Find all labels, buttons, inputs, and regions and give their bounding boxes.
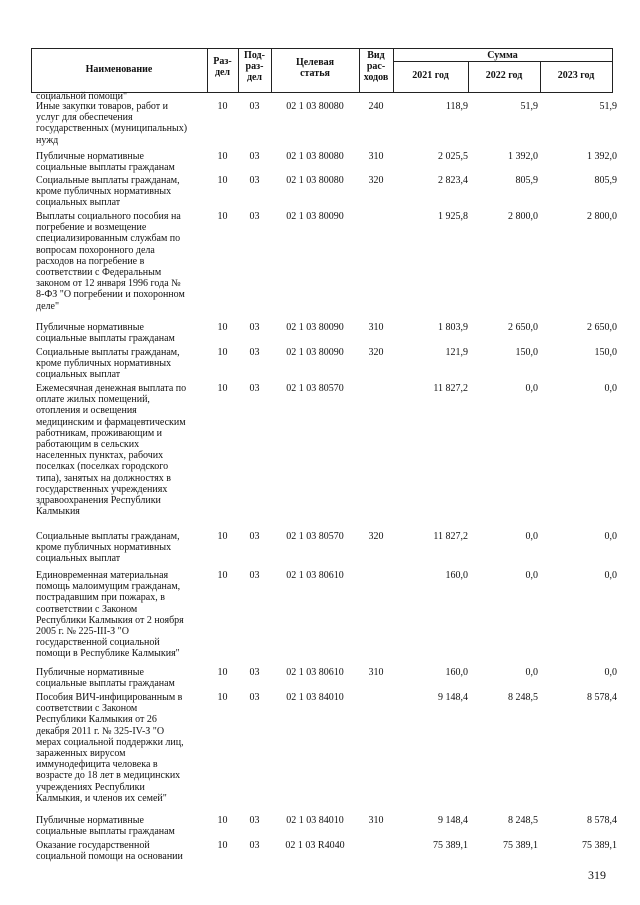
row-vid: 240 [368, 101, 384, 112]
row-razdel: 10 [217, 531, 228, 542]
row-2023: 75 389,1 [582, 840, 617, 851]
row-name: Социальные выплаты гражданам, кроме публичных нормативных социальных выплат [36, 175, 180, 209]
row-2022: 805,9 [515, 175, 538, 186]
row-2023: 0,0 [604, 667, 617, 678]
row-vid: 320 [368, 531, 384, 542]
row-target: 02 1 03 R4040 [285, 840, 345, 851]
row-razdel: 10 [217, 667, 228, 678]
row-vid: 310 [368, 667, 384, 678]
row-name: Социальные выплаты гражданам, кроме публичных нормативных социальных выплат [36, 347, 180, 381]
row-2023: 150,0 [594, 347, 617, 358]
row-2022: 8 248,5 [508, 692, 538, 703]
row-podrazdel: 03 [249, 692, 260, 703]
row-vid: 320 [368, 347, 384, 358]
header-razdel: Раз- дел [213, 56, 232, 78]
row-razdel: 10 [217, 211, 228, 222]
row-razdel: 10 [217, 151, 228, 162]
row-2021: 1 925,8 [438, 211, 468, 222]
row-2021: 2 025,5 [438, 151, 468, 162]
row-razdel: 10 [217, 101, 228, 112]
row-vid: 310 [368, 815, 384, 826]
row-2022: 150,0 [515, 347, 538, 358]
header-2022: 2022 год [485, 70, 523, 81]
sum-divider [393, 61, 612, 62]
row-2022: 8 248,5 [508, 815, 538, 826]
row-name: Социальные выплаты гражданам, кроме публичных нормативных социальных выплат [36, 531, 180, 565]
header-2021: 2021 год [412, 70, 449, 81]
row-razdel: 10 [217, 175, 228, 186]
row-2021: 160,0 [445, 570, 468, 581]
row-2022: 0,0 [525, 667, 538, 678]
row-podrazdel: 03 [249, 531, 260, 542]
row-podrazdel: 03 [249, 667, 260, 678]
row-razdel: 10 [217, 570, 228, 581]
row-podrazdel: 03 [249, 322, 260, 333]
row-podrazdel: 03 [249, 175, 260, 186]
row-2021: 9 148,4 [438, 815, 468, 826]
row-2021: 1 803,9 [438, 322, 468, 333]
row-podrazdel: 03 [249, 840, 260, 851]
row-razdel: 10 [217, 840, 228, 851]
row-podrazdel: 03 [249, 101, 260, 112]
row-2023: 1 392,0 [587, 151, 617, 162]
row-2022: 0,0 [525, 570, 538, 581]
row-2023: 805,9 [594, 175, 617, 186]
row-name: Пособия ВИЧ-инфицированным в соответствии с Законом Республики Калмыкия от 26 декабря 2011 г. № 325-IV-З "О мерах социальной поддержки лиц, зараженных вирусом иммунодефицита человека в возрасте до 18 лет в медицинских учреждениях Республики Калмыкия, и членов их семей" [36, 692, 184, 804]
row-target: 02 1 03 80090 [286, 211, 344, 222]
row-2022: 2 800,0 [508, 211, 538, 222]
row-2021: 11 827,2 [433, 383, 468, 394]
row-name: социальной помощи" [36, 91, 128, 102]
row-2022: 51,9 [520, 101, 538, 112]
row-target: 02 1 03 80080 [286, 151, 344, 162]
row-razdel: 10 [217, 347, 228, 358]
header-name: Наименование [85, 64, 153, 75]
row-2023: 0,0 [604, 383, 617, 394]
row-razdel: 10 [217, 383, 228, 394]
row-2023: 8 578,4 [587, 692, 617, 703]
row-name: Публичные нормативные социальные выплаты гражданам [36, 151, 175, 174]
row-name: Единовременная материальная помощь малоимущим гражданам, пострадавшим при пожарах, в соответствии с Законом Республики Калмыкия от 2 ноября 2005 г. № 225-III-З "О государственной социальной помощи в Республике Калмыкия" [36, 570, 184, 660]
row-target: 02 1 03 80080 [286, 101, 344, 112]
row-podrazdel: 03 [249, 383, 260, 394]
header-sum: Сумма [487, 50, 518, 61]
row-razdel: 10 [217, 692, 228, 703]
row-2023: 8 578,4 [587, 815, 617, 826]
row-target: 02 1 03 80090 [286, 322, 344, 333]
page-number: 319 [588, 868, 606, 882]
row-2021: 118,9 [445, 101, 468, 112]
row-podrazdel: 03 [249, 347, 260, 358]
header-2023: 2023 год [557, 70, 595, 81]
row-target: 02 1 03 80610 [286, 667, 344, 678]
row-target: 02 1 03 84010 [286, 692, 344, 703]
row-target: 02 1 03 84010 [286, 815, 344, 826]
row-vid: 320 [368, 175, 384, 186]
row-2021: 121,9 [445, 347, 468, 358]
row-target: 02 1 03 80570 [286, 383, 344, 394]
row-name: Публичные нормативные социальные выплаты гражданам [36, 322, 175, 345]
row-2023: 2 800,0 [587, 211, 617, 222]
row-target: 02 1 03 80610 [286, 570, 344, 581]
header-podrazdel: Под- раз- дел [244, 50, 265, 83]
row-2021: 75 389,1 [433, 840, 468, 851]
row-podrazdel: 03 [249, 570, 260, 581]
row-2022: 1 392,0 [508, 151, 538, 162]
header-vid: Вид рас- ходов [363, 50, 389, 83]
row-2023: 2 650,0 [587, 322, 617, 333]
row-name: Публичные нормативные социальные выплаты гражданам [36, 815, 175, 838]
row-podrazdel: 03 [249, 815, 260, 826]
row-target: 02 1 03 80090 [286, 347, 344, 358]
row-name: Публичные нормативные социальные выплаты гражданам [36, 667, 175, 690]
row-razdel: 10 [217, 815, 228, 826]
row-2021: 9 148,4 [438, 692, 468, 703]
row-2021: 11 827,2 [433, 531, 468, 542]
row-name: Выплаты социального пособия на погребение и возмещение специализированным службам по вопросам похоронного дела расходов на погребение в соответствии с Федеральным законом от 12 января 1996 года № 8-ФЗ "О погребении и похоронном деле" [36, 211, 185, 312]
row-name: Иные закупки товаров, работ и услуг для обеспечения государственных (муниципальных) нужд [36, 101, 188, 146]
row-target: 02 1 03 80080 [286, 175, 344, 186]
row-2022: 2 650,0 [508, 322, 538, 333]
row-vid: 310 [368, 151, 384, 162]
row-2022: 0,0 [525, 383, 538, 394]
row-vid: 310 [368, 322, 384, 333]
row-2023: 0,0 [604, 570, 617, 581]
row-razdel: 10 [217, 322, 228, 333]
row-2023: 0,0 [604, 531, 617, 542]
row-2021: 160,0 [445, 667, 468, 678]
row-2022: 0,0 [525, 531, 538, 542]
row-2022: 75 389,1 [503, 840, 538, 851]
row-name: Ежемесячная денежная выплата по оплате жилых помещений, отопления и освещения медицинским и фармацевтическим работникам, проживающим и работающим в сельских населенных пунктах, рабочих поселках (поселках городского типа), занятых на должностях в государственных учреждениях здравоохранения Республики Калмыкия [36, 383, 187, 518]
row-podrazdel: 03 [249, 151, 260, 162]
row-name: Оказание государственной социальной помощи на основании [36, 840, 183, 863]
row-2021: 2 823,4 [438, 175, 468, 186]
header-target: Целевая статья [295, 57, 335, 79]
row-podrazdel: 03 [249, 211, 260, 222]
row-2023: 51,9 [599, 101, 617, 112]
row-target: 02 1 03 80570 [286, 531, 344, 542]
